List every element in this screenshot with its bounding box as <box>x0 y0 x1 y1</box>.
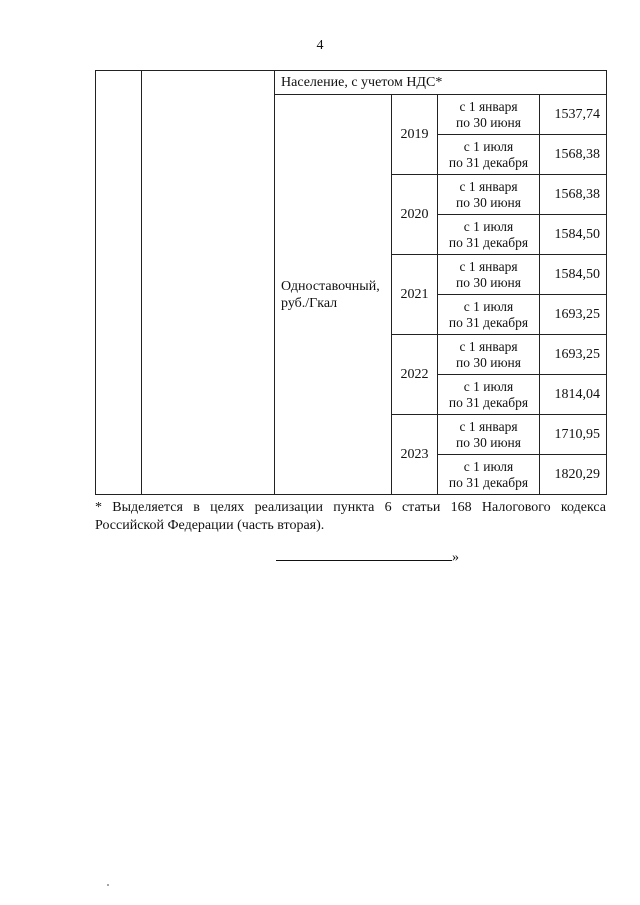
period-cell <box>438 415 540 455</box>
period-end: по 30 июня <box>456 114 521 130</box>
tariff-value-cell: 1568,38 <box>540 135 607 175</box>
period-start: с 1 июля <box>463 298 514 314</box>
period-cell <box>438 135 540 175</box>
period-cell <box>438 335 540 375</box>
period-cell <box>438 295 540 335</box>
tariff-value-cell: 1584,50 <box>540 215 607 255</box>
tariff-value-cell: 1693,25 <box>540 295 607 335</box>
period-start: с 1 января <box>459 178 518 194</box>
period-cell <box>438 175 540 215</box>
tariff-type-cell: Одноставочный, руб./Гкал <box>275 95 392 495</box>
closing-line <box>276 546 459 566</box>
tariff-value-cell: 1584,50 <box>540 255 607 295</box>
period-start: с 1 января <box>459 338 518 354</box>
year-cell: 2019 <box>392 95 438 175</box>
period-start: с 1 июля <box>463 378 514 394</box>
tariff-table <box>95 70 607 495</box>
group-label-cell: Население, с учетом НДС* <box>275 71 607 95</box>
tariff-value-cell: 1814,04 <box>540 375 607 415</box>
period-end: по 31 декабря <box>448 394 529 410</box>
closing-underline <box>276 546 452 561</box>
period-cell <box>438 255 540 295</box>
blank-cell-number <box>96 71 142 495</box>
scan-dot <box>107 884 109 886</box>
footnote: * Выделяется в целях реализации пункта 6 статьи 168 Налогового кодекса Российской Федерации (часть вторая). <box>95 500 606 533</box>
period-cell <box>438 455 540 495</box>
period-end: по 30 июня <box>456 354 521 370</box>
period-start: с 1 июля <box>463 138 514 154</box>
table-row <box>96 71 607 95</box>
period-end: по 30 июня <box>456 194 521 210</box>
period-end: по 31 декабря <box>448 154 529 170</box>
tariff-value-cell: 1568,38 <box>540 175 607 215</box>
year-cell: 2020 <box>392 175 438 255</box>
period-start: с 1 января <box>459 418 518 434</box>
tariff-value-cell: 1537,74 <box>540 95 607 135</box>
period-end: по 31 декабря <box>448 314 529 330</box>
closing-quote: » <box>452 550 459 565</box>
year-cell: 2023 <box>392 415 438 495</box>
period-start: с 1 января <box>459 258 518 274</box>
year-cell: 2021 <box>392 255 438 335</box>
tariff-value-cell: 1710,95 <box>540 415 607 455</box>
period-start: с 1 июля <box>463 458 514 474</box>
tariff-value-cell: 1820,29 <box>540 455 607 495</box>
period-end: по 30 июня <box>456 274 521 290</box>
page-number: 4 <box>316 38 324 53</box>
period-cell <box>438 375 540 415</box>
period-start: с 1 января <box>459 98 518 114</box>
period-end: по 31 декабря <box>448 474 529 490</box>
period-start: с 1 июля <box>463 218 514 234</box>
period-cell <box>438 95 540 135</box>
blank-cell-name <box>142 71 275 495</box>
period-cell <box>438 215 540 255</box>
period-end: по 30 июня <box>456 434 521 450</box>
year-cell: 2022 <box>392 335 438 415</box>
period-end: по 31 декабря <box>448 234 529 250</box>
tariff-value-cell: 1693,25 <box>540 335 607 375</box>
